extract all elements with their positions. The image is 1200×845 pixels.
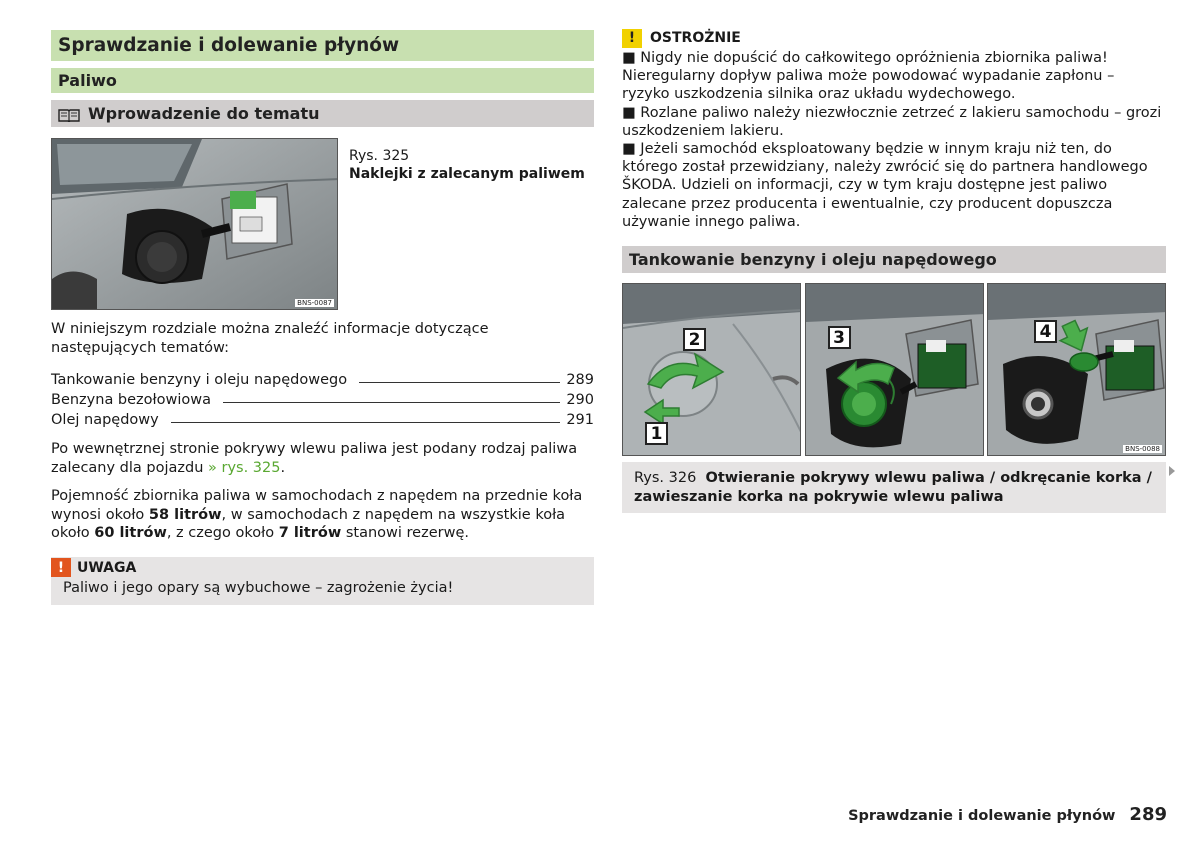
toc-page: 289 [566, 372, 594, 388]
toc-leader [171, 422, 561, 423]
text-run: Pojemność zbiornika paliwa w samochodach z napędem na przednie koła wynosi około [51, 488, 583, 523]
topic-heading [51, 100, 594, 127]
toc-leader [359, 382, 560, 383]
fuel-type-paragraph [51, 440, 594, 477]
figure-title: Naklejki z zalecanym paliwem [349, 166, 585, 182]
right-column [622, 28, 1166, 513]
warning-icon: ! [51, 558, 71, 577]
toc-entry[interactable] [51, 408, 594, 428]
toc-page: 291 [566, 412, 594, 428]
figure-325-image [51, 138, 338, 310]
caution-item: ■ Nigdy nie dopuścić do całkowitego opróżnienia zbiornika paliwa! Nieregularny dopływ paliwa może powodować wypadanie zapłonu – ryzyko uszkodzenia silnika oraz układu wydechowego. [622, 50, 1115, 103]
caution-title: OSTROŻNIE [650, 30, 741, 46]
figure-326-panel-open-flap [622, 283, 801, 456]
step-number-1: 1 [645, 422, 668, 445]
warning-header [51, 557, 594, 579]
text-run: , z czego około [166, 525, 279, 541]
figure-title: Otwieranie pokrywy wlewu paliwa / odkręcanie korka / zawieszanie korka na pokrywie wlewu paliwa [634, 470, 1152, 505]
figure-326 [622, 283, 1166, 456]
subsection-heading: Paliwo [51, 68, 594, 93]
page-number: 289 [1129, 804, 1167, 825]
figure-325-row [51, 138, 594, 310]
toc-label: Tankowanie benzyny i oleju napędowego [51, 372, 348, 388]
section-heading: Sprawdzanie i dolewanie płynów [51, 30, 594, 61]
paragraph-text: Po wewnętrznej stronie pokrywy wlewu paliwa jest podany rodzaj paliwa zalecany dla pojazdu [51, 441, 578, 476]
caution-header [622, 28, 1166, 48]
left-column [51, 30, 594, 605]
figure-label: Rys. 326 [634, 470, 697, 487]
step-number-2: 2 [683, 328, 706, 351]
toc-page: 290 [566, 392, 594, 408]
topic-list [51, 368, 594, 428]
capacity-fwd: 58 litrów [148, 506, 222, 523]
toc-leader [223, 402, 560, 403]
text-run: , w samochodach z napędem na wszystkie koła około [51, 506, 566, 541]
figure-reference-link[interactable]: » rys. 325 [208, 459, 281, 476]
text-run: stanowi rezerwę. [341, 525, 469, 541]
warning-title: UWAGA [77, 559, 137, 576]
warning-text: Paliwo i jego opary są wybuchowe – zagrożenie życia! [63, 579, 454, 596]
figure-326-panel-hang-cap [987, 283, 1166, 456]
book-icon [58, 107, 80, 121]
step-number-4: 4 [1034, 320, 1057, 343]
toc-label: Olej napędowy [51, 412, 159, 428]
figure-code: BNS-0087 [297, 299, 332, 307]
intro-paragraph: W niniejszym rozdziale można znaleźć informacje dotyczące następujących tematów: [51, 321, 489, 356]
caution-item: ■ Rozlane paliwo należy niezwłocznie zetrzeć z lakieru samochodu – grozi uszkodzeniem lakieru. [622, 104, 1162, 139]
figure-label: Rys. 325 [349, 148, 410, 164]
step-number-3: 3 [828, 326, 851, 349]
caution-icon: ! [622, 29, 642, 48]
toc-label: Benzyna bezołowiowa [51, 392, 212, 408]
figure-326-panel-unscrew-cap [805, 283, 984, 456]
figure-325-caption [338, 138, 585, 310]
caution-item: ■ Jeżeli samochód eksploatowany będzie w innym kraju niż ten, do którego został przewidziany, należy zwrócić się do partnera handlowego ŠKODA. Udzieli on informacji, czy w tym kraju dostępne jest paliwo zalecane przez producenta i ewentualnie, czy producent dopuszcza używanie innego paliwa. [622, 141, 1148, 230]
toc-entry[interactable] [51, 368, 594, 388]
paragraph-end: . [280, 459, 286, 476]
tank-capacity-paragraph [51, 487, 594, 543]
capacity-reserve: 7 litrów [278, 525, 342, 541]
page-footer [848, 804, 1167, 825]
footer-title: Sprawdzanie i dolewanie płynów [848, 808, 1116, 824]
caution-body [622, 49, 1166, 231]
warning-box [51, 557, 594, 605]
toc-entry[interactable] [51, 388, 594, 408]
refuelling-heading: Tankowanie benzyny i oleju napędowego [622, 246, 1166, 273]
continue-arrow-icon [1169, 466, 1175, 476]
capacity-awd: 60 litrów [94, 525, 167, 541]
figure-326-caption [622, 462, 1166, 513]
topic-heading-text: Wprowadzenie do tematu [88, 104, 320, 123]
figure-code: BNS-0088 [1125, 445, 1160, 454]
